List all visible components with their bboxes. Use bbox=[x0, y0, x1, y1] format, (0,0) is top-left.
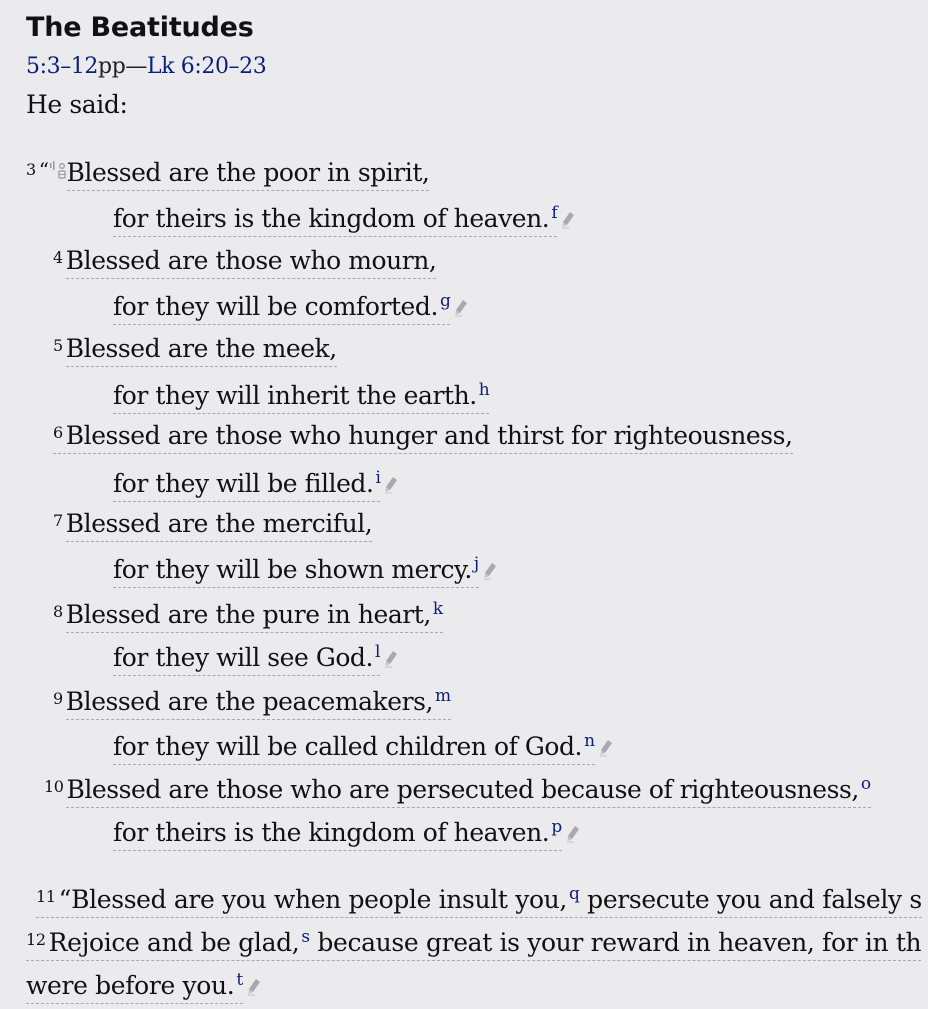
verse-12-line-1[interactable] bbox=[26, 922, 921, 958]
verse-text: for they will be shown mercy. $^j$ bbox=[113, 555, 479, 588]
verse-3-line-2[interactable] bbox=[113, 198, 575, 234]
footnote-link[interactable]: q bbox=[569, 884, 580, 904]
audio-speaker-icon[interactable] bbox=[49, 159, 67, 181]
verse-text: for they will be filled. $^i$ bbox=[113, 469, 380, 502]
verse-number: 9 bbox=[53, 689, 63, 708]
xref-link-luke[interactable]: Lk 6:20–23 bbox=[147, 54, 267, 79]
verse-text: for they will be called children of God. $^n$ bbox=[113, 732, 595, 765]
intro-text: He said: bbox=[26, 90, 128, 119]
footnote-link[interactable]: s bbox=[301, 927, 310, 947]
verse-number: 3 bbox=[26, 160, 36, 179]
footnote-link[interactable]: i bbox=[375, 468, 381, 488]
verse-text: for they will see God. $^l$ bbox=[113, 643, 380, 676]
footnote-link[interactable]: t bbox=[236, 970, 243, 990]
verse-text: for they will inherit the earth. $^h$ bbox=[113, 381, 489, 414]
verse-6-line-1[interactable] bbox=[53, 418, 793, 451]
xref-range: 5:3–12 bbox=[26, 54, 99, 79]
verse-text: $^6$ Blessed are those who hunger and thirst for righteousness, bbox=[53, 421, 793, 454]
verse-4-line-1[interactable] bbox=[53, 243, 436, 276]
verse-8-line-2[interactable] bbox=[113, 637, 398, 673]
verse-text: $^{12}$ Rejoice and be glad, $^s$ because great is your reward in heaven, for in th bbox=[26, 928, 921, 961]
footnote-link[interactable]: k bbox=[432, 599, 443, 619]
footnote-link[interactable]: m bbox=[434, 686, 451, 706]
verse-text: Blessed are the poor in spirit, bbox=[67, 158, 430, 191]
verse-8-line-1[interactable] bbox=[53, 594, 443, 630]
xref-dash: — bbox=[125, 54, 147, 79]
verse-number: 5 bbox=[53, 336, 63, 355]
verse-text: Blessed are those who mourn, bbox=[66, 246, 437, 279]
verse-text: Blessed are the merciful, bbox=[66, 509, 373, 542]
highlighter-icon[interactable] bbox=[599, 739, 613, 757]
open-quote: “ bbox=[38, 158, 49, 182]
verse-3-line-1[interactable] bbox=[26, 155, 429, 188]
verse-text: were before you. $^t$ bbox=[26, 971, 243, 1004]
verse-text: Blessed are the meek, bbox=[66, 334, 337, 367]
verse-12-line-2[interactable] bbox=[26, 965, 261, 1001]
cross-reference bbox=[26, 54, 266, 79]
verse-7-line-1[interactable] bbox=[53, 506, 372, 539]
verse-5-line-1[interactable] bbox=[53, 331, 337, 364]
verse-text: $^{11}$ “Blessed are you when people insult you, $^q$ persecute you and falsely s bbox=[36, 885, 922, 918]
footnote-link[interactable]: p bbox=[551, 817, 562, 837]
section-heading: The Beatitudes bbox=[26, 12, 254, 43]
verse-6-line-2[interactable] bbox=[113, 463, 398, 499]
verse-number: 8 bbox=[53, 602, 63, 621]
verse-4-line-2[interactable] bbox=[113, 286, 468, 322]
highlighter-icon[interactable] bbox=[561, 211, 575, 229]
verse-10-line-1[interactable] bbox=[44, 769, 871, 805]
footnote-link[interactable]: j bbox=[473, 554, 479, 574]
verse-text: Blessed are the pure in heart, $^k$ bbox=[66, 600, 443, 633]
verse-number: 12 bbox=[26, 930, 46, 949]
highlighter-icon[interactable] bbox=[566, 825, 580, 843]
footnote-link[interactable]: g bbox=[439, 291, 451, 311]
verse-5-line-2[interactable] bbox=[113, 375, 489, 411]
verse-text: for theirs is the kingdom of heaven. $^f$ bbox=[113, 204, 557, 237]
footnote-link[interactable]: n bbox=[584, 731, 595, 751]
verse-text: for they will be comforted. $^g$ bbox=[113, 292, 450, 325]
xref-pp: pp bbox=[98, 54, 126, 79]
verse-number: 11 bbox=[36, 887, 56, 906]
verse-text: Blessed are the peacemakers, $^m$ bbox=[66, 687, 451, 720]
footnote-link[interactable]: f bbox=[551, 203, 558, 223]
footnote-link[interactable]: h bbox=[478, 380, 490, 400]
highlighter-icon[interactable] bbox=[483, 562, 497, 580]
verse-11[interactable] bbox=[36, 879, 922, 915]
verse-9-line-1[interactable] bbox=[53, 681, 451, 717]
verse-7-line-2[interactable] bbox=[113, 549, 497, 585]
verse-text: Blessed are those who are persecuted because of righteousness, $^o$ bbox=[66, 775, 870, 808]
verse-number: 10 bbox=[44, 777, 64, 796]
verse-number: 6 bbox=[53, 423, 63, 442]
verse-10-line-2[interactable] bbox=[113, 812, 580, 848]
highlighter-icon[interactable] bbox=[384, 650, 398, 668]
verse-number: 7 bbox=[53, 511, 63, 530]
footnote-link[interactable]: o bbox=[860, 774, 871, 794]
verse-text: for theirs is the kingdom of heaven. $^p$ bbox=[113, 818, 562, 851]
highlighter-icon[interactable] bbox=[454, 299, 468, 317]
verse-9-line-2[interactable] bbox=[113, 726, 613, 762]
verse-number: 4 bbox=[53, 248, 63, 267]
highlighter-icon[interactable] bbox=[384, 476, 398, 494]
highlighter-icon[interactable] bbox=[247, 978, 261, 996]
footnote-link[interactable]: l bbox=[375, 642, 380, 662]
